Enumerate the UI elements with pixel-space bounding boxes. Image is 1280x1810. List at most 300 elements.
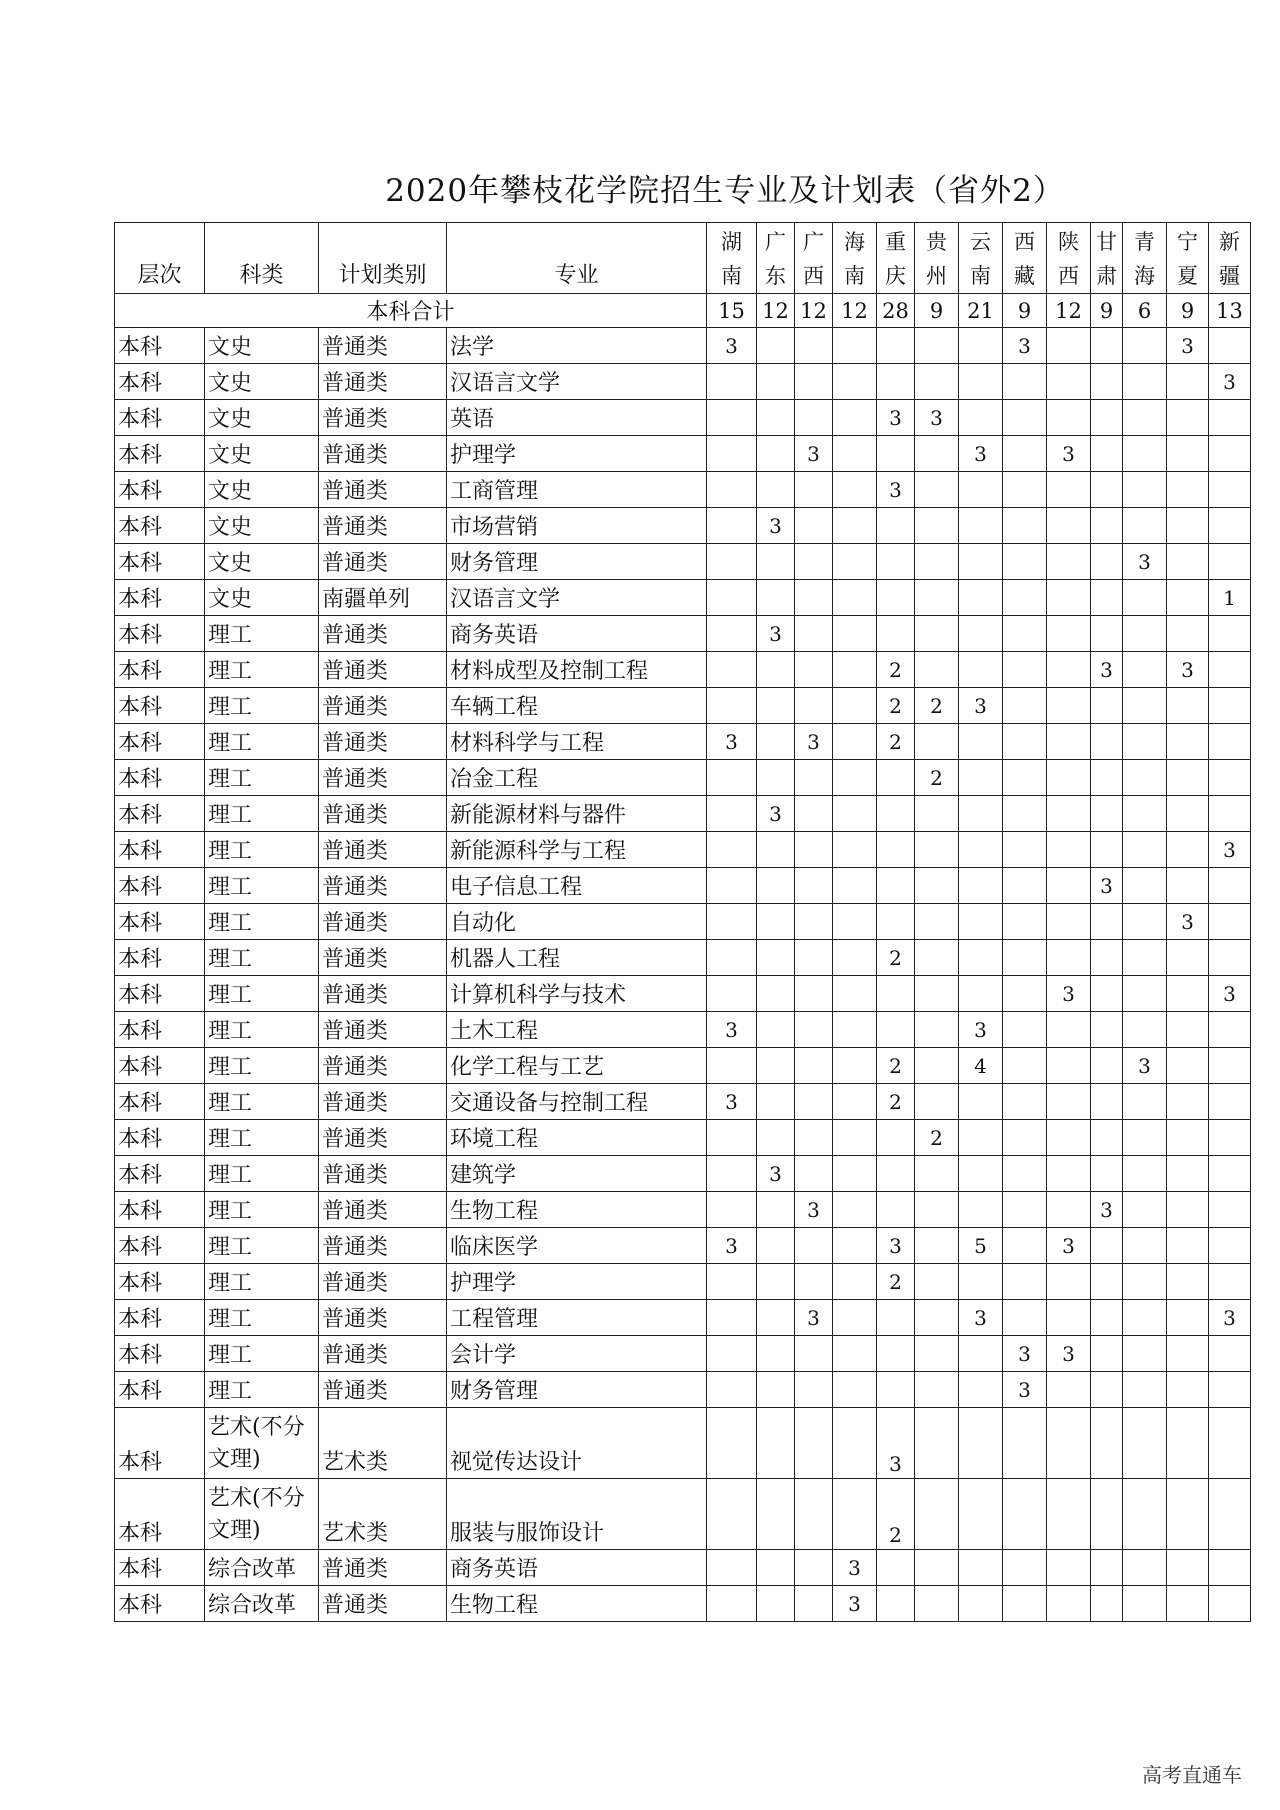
quota-cell <box>1003 1550 1047 1586</box>
major-cell: 生物工程 <box>447 1586 707 1622</box>
quota-cell <box>757 1372 795 1408</box>
quota-cell <box>707 652 757 688</box>
quota-cell <box>1091 904 1123 940</box>
quota-cell <box>795 832 833 868</box>
quota-cell <box>1123 1336 1167 1372</box>
plan-type-cell: 普通类 <box>319 1192 447 1228</box>
quota-cell <box>1209 760 1251 796</box>
quota-cell <box>757 1228 795 1264</box>
quota-cell <box>1209 1048 1251 1084</box>
quota-cell <box>1123 868 1167 904</box>
quota-cell <box>1123 760 1167 796</box>
header-province <box>757 223 795 294</box>
level-cell: 本科 <box>115 760 205 796</box>
quota-cell: 2 <box>877 1084 915 1120</box>
quota-cell <box>959 328 1003 364</box>
quota-cell <box>833 940 877 976</box>
table-row <box>115 1336 1251 1372</box>
quota-cell <box>795 400 833 436</box>
quota-cell: 2 <box>877 688 915 724</box>
quota-cell <box>757 400 795 436</box>
quota-cell: 3 <box>1047 976 1091 1012</box>
quota-cell <box>959 1192 1003 1228</box>
quota-cell: 1 <box>1209 580 1251 616</box>
total-cell: 9 <box>1003 294 1047 328</box>
quota-cell <box>959 580 1003 616</box>
quota-cell <box>1047 760 1091 796</box>
quota-cell <box>1167 1048 1209 1084</box>
plan-type-cell: 普通类 <box>319 544 447 580</box>
quota-cell <box>1091 1012 1123 1048</box>
quota-cell <box>795 1156 833 1192</box>
quota-cell <box>757 1264 795 1300</box>
quota-cell <box>1091 724 1123 760</box>
table-row <box>115 1048 1251 1084</box>
table-row <box>115 1120 1251 1156</box>
table-row <box>115 1084 1251 1120</box>
level-cell: 本科 <box>115 868 205 904</box>
quota-cell <box>1003 1084 1047 1120</box>
quota-cell <box>959 760 1003 796</box>
major-cell: 财务管理 <box>447 544 707 580</box>
header-province <box>877 223 915 294</box>
quota-cell <box>959 364 1003 400</box>
quota-cell <box>1047 1048 1091 1084</box>
quota-cell <box>1091 1479 1123 1550</box>
level-cell: 本科 <box>115 1048 205 1084</box>
quota-cell <box>1047 1192 1091 1228</box>
quota-cell <box>1209 1120 1251 1156</box>
quota-cell <box>1047 364 1091 400</box>
quota-cell <box>915 652 959 688</box>
major-cell: 新能源科学与工程 <box>447 832 707 868</box>
header-province <box>1123 223 1167 294</box>
quota-cell <box>959 1336 1003 1372</box>
quota-cell <box>1123 724 1167 760</box>
quota-cell <box>1091 472 1123 508</box>
quota-cell <box>1167 364 1209 400</box>
quota-cell: 3 <box>1091 868 1123 904</box>
quota-cell: 3 <box>959 1300 1003 1336</box>
quota-cell <box>1123 940 1167 976</box>
level-cell: 本科 <box>115 1300 205 1336</box>
major-cell: 护理学 <box>447 1264 707 1300</box>
plan-type-cell: 普通类 <box>319 1048 447 1084</box>
category-cell: 理工 <box>205 1228 319 1264</box>
category-cell: 综合改革 <box>205 1586 319 1622</box>
category-cell: 理工 <box>205 760 319 796</box>
quota-cell <box>1003 1156 1047 1192</box>
quota-cell: 3 <box>1123 544 1167 580</box>
quota-cell <box>833 1156 877 1192</box>
quota-cell: 3 <box>795 1300 833 1336</box>
quota-cell <box>915 832 959 868</box>
quota-cell <box>1123 1372 1167 1408</box>
category-cell: 文史 <box>205 328 319 364</box>
quota-cell <box>1091 1336 1123 1372</box>
level-cell: 本科 <box>115 328 205 364</box>
quota-cell <box>877 796 915 832</box>
quota-cell <box>707 364 757 400</box>
plan-type-cell: 普通类 <box>319 904 447 940</box>
quota-cell: 3 <box>1167 328 1209 364</box>
plan-type-cell: 普通类 <box>319 832 447 868</box>
quota-cell <box>1167 508 1209 544</box>
quota-cell <box>833 1479 877 1550</box>
quota-cell <box>877 1336 915 1372</box>
plan-type-cell: 艺术类 <box>319 1408 447 1479</box>
quota-cell <box>1209 940 1251 976</box>
quota-cell: 3 <box>757 796 795 832</box>
quota-cell <box>833 472 877 508</box>
quota-cell <box>959 904 1003 940</box>
quota-cell: 3 <box>1091 1192 1123 1228</box>
quota-cell <box>877 1192 915 1228</box>
plan-type-cell: 普通类 <box>319 364 447 400</box>
plan-type-cell: 普通类 <box>319 724 447 760</box>
quota-cell <box>795 868 833 904</box>
quota-cell <box>1003 436 1047 472</box>
major-cell: 护理学 <box>447 436 707 472</box>
quota-cell <box>959 544 1003 580</box>
quota-cell <box>707 400 757 436</box>
table-row <box>115 1228 1251 1264</box>
quota-cell <box>1047 1300 1091 1336</box>
quota-cell <box>1003 508 1047 544</box>
quota-cell <box>1091 1586 1123 1622</box>
quota-cell <box>1047 1084 1091 1120</box>
quota-cell <box>959 868 1003 904</box>
quota-cell <box>915 472 959 508</box>
quota-cell: 2 <box>915 688 959 724</box>
table-row <box>115 976 1251 1012</box>
major-cell: 材料成型及控制工程 <box>447 652 707 688</box>
quota-cell <box>833 1228 877 1264</box>
quota-cell <box>833 1372 877 1408</box>
quota-cell <box>915 1586 959 1622</box>
quota-cell <box>915 796 959 832</box>
quota-cell <box>1047 1550 1091 1586</box>
total-cell: 12 <box>795 294 833 328</box>
quota-cell <box>1091 1048 1123 1084</box>
quota-cell <box>1123 580 1167 616</box>
quota-cell <box>959 1156 1003 1192</box>
category-cell: 理工 <box>205 868 319 904</box>
quota-cell <box>707 868 757 904</box>
quota-cell <box>915 1550 959 1586</box>
quota-cell <box>1091 1084 1123 1120</box>
quota-cell <box>877 580 915 616</box>
province-char: 贵 <box>926 230 947 254</box>
quota-cell <box>795 1336 833 1372</box>
quota-cell <box>1209 1372 1251 1408</box>
quota-cell <box>959 832 1003 868</box>
quota-cell <box>795 976 833 1012</box>
quota-cell: 3 <box>1047 1336 1091 1372</box>
quota-cell: 3 <box>1091 652 1123 688</box>
header-province <box>833 223 877 294</box>
table-row <box>115 1408 1251 1479</box>
table-row <box>115 328 1251 364</box>
quota-cell <box>959 940 1003 976</box>
quota-cell <box>1167 1156 1209 1192</box>
quota-cell <box>1091 688 1123 724</box>
quota-cell <box>877 436 915 472</box>
quota-cell <box>1167 724 1209 760</box>
province-char: 湖 <box>721 230 742 254</box>
quota-cell <box>833 1084 877 1120</box>
quota-cell <box>1003 544 1047 580</box>
quota-cell <box>915 1372 959 1408</box>
quota-cell <box>795 1550 833 1586</box>
province-char: 南 <box>844 264 865 288</box>
header-province <box>1091 223 1123 294</box>
quota-cell: 3 <box>707 1228 757 1264</box>
level-cell: 本科 <box>115 1550 205 1586</box>
quota-cell <box>833 688 877 724</box>
plan-type-cell: 普通类 <box>319 328 447 364</box>
major-cell: 工程管理 <box>447 1300 707 1336</box>
plan-type-cell: 普通类 <box>319 1550 447 1586</box>
total-cell: 13 <box>1209 294 1251 328</box>
quota-cell <box>959 796 1003 832</box>
quota-cell <box>795 1408 833 1479</box>
quota-cell <box>1167 472 1209 508</box>
quota-cell <box>1209 1264 1251 1300</box>
quota-cell <box>1091 832 1123 868</box>
plan-type-cell: 普通类 <box>319 1120 447 1156</box>
quota-cell <box>757 580 795 616</box>
quota-cell <box>1123 652 1167 688</box>
quota-cell <box>915 544 959 580</box>
quota-cell <box>959 1372 1003 1408</box>
major-cell: 法学 <box>447 328 707 364</box>
quota-cell <box>1047 1264 1091 1300</box>
quota-cell <box>707 1300 757 1336</box>
category-cell: 理工 <box>205 1192 319 1228</box>
quota-cell <box>877 1586 915 1622</box>
quota-cell <box>1167 1120 1209 1156</box>
quota-cell <box>1167 1586 1209 1622</box>
quota-cell <box>1209 652 1251 688</box>
quota-cell <box>1123 1408 1167 1479</box>
quota-cell <box>707 616 757 652</box>
quota-cell: 3 <box>1003 328 1047 364</box>
major-cell: 车辆工程 <box>447 688 707 724</box>
quota-cell <box>707 580 757 616</box>
quota-cell <box>833 760 877 796</box>
quota-cell <box>1003 1048 1047 1084</box>
quota-cell <box>1091 544 1123 580</box>
enrollment-plan-table <box>114 222 1251 1622</box>
quota-cell <box>707 544 757 580</box>
total-cell: 12 <box>1047 294 1091 328</box>
quota-cell <box>877 904 915 940</box>
plan-type-cell: 普通类 <box>319 940 447 976</box>
quota-cell <box>1209 472 1251 508</box>
quota-cell: 3 <box>1209 364 1251 400</box>
quota-cell <box>1003 472 1047 508</box>
quota-cell <box>1167 940 1209 976</box>
quota-cell <box>1209 796 1251 832</box>
quota-cell <box>1047 1120 1091 1156</box>
quota-cell <box>795 652 833 688</box>
plan-type-cell: 普通类 <box>319 760 447 796</box>
total-cell: 21 <box>959 294 1003 328</box>
quota-cell <box>877 364 915 400</box>
quota-cell <box>959 1120 1003 1156</box>
quota-cell <box>1003 580 1047 616</box>
quota-cell <box>1167 1228 1209 1264</box>
plan-type-cell: 普通类 <box>319 652 447 688</box>
quota-cell <box>1091 616 1123 652</box>
quota-cell <box>757 436 795 472</box>
quota-cell <box>1167 1408 1209 1479</box>
quota-cell <box>795 472 833 508</box>
level-cell: 本科 <box>115 580 205 616</box>
level-cell: 本科 <box>115 1120 205 1156</box>
table-row <box>115 1479 1251 1550</box>
table-row <box>115 868 1251 904</box>
level-cell: 本科 <box>115 1192 205 1228</box>
quota-cell: 3 <box>833 1550 877 1586</box>
quota-cell: 3 <box>959 436 1003 472</box>
quota-cell <box>757 1479 795 1550</box>
quota-cell <box>877 1300 915 1336</box>
quota-cell <box>833 1336 877 1372</box>
table-row <box>115 940 1251 976</box>
quota-cell <box>1167 868 1209 904</box>
plan-type-cell: 普通类 <box>319 1084 447 1120</box>
quota-cell <box>833 1048 877 1084</box>
quota-cell <box>1167 1012 1209 1048</box>
major-cell: 材料科学与工程 <box>447 724 707 760</box>
page-title: 2020年攀枝花学院招生专业及计划表（省外2） <box>385 173 1065 209</box>
watermark-text: 高考直通车 <box>1142 1763 1242 1787</box>
major-cell: 汉语言文学 <box>447 580 707 616</box>
quota-cell <box>915 1408 959 1479</box>
quota-cell <box>757 940 795 976</box>
province-char: 南 <box>970 264 991 288</box>
quota-cell <box>1047 940 1091 976</box>
plan-type-cell: 普通类 <box>319 508 447 544</box>
category-cell: 理工 <box>205 904 319 940</box>
quota-cell <box>877 1372 915 1408</box>
province-char: 夏 <box>1177 264 1198 288</box>
quota-cell: 3 <box>795 436 833 472</box>
quota-cell <box>757 364 795 400</box>
quota-cell: 2 <box>877 1048 915 1084</box>
quota-cell <box>1047 472 1091 508</box>
quota-cell <box>707 940 757 976</box>
header-province <box>707 223 757 294</box>
category-cell: 文史 <box>205 544 319 580</box>
table-row <box>115 760 1251 796</box>
quota-cell <box>1003 1192 1047 1228</box>
quota-cell <box>959 976 1003 1012</box>
quota-cell <box>707 904 757 940</box>
quota-cell <box>707 976 757 1012</box>
quota-cell <box>1123 1228 1167 1264</box>
quota-cell <box>757 1586 795 1622</box>
table-row <box>115 400 1251 436</box>
quota-cell <box>707 1372 757 1408</box>
quota-cell <box>795 796 833 832</box>
table-row <box>115 1192 1251 1228</box>
quota-cell: 3 <box>1209 1300 1251 1336</box>
quota-cell: 3 <box>795 724 833 760</box>
quota-cell <box>833 976 877 1012</box>
category-cell: 理工 <box>205 1156 319 1192</box>
quota-cell <box>1123 364 1167 400</box>
quota-cell <box>1209 1228 1251 1264</box>
quota-cell <box>795 1228 833 1264</box>
quota-cell <box>1003 832 1047 868</box>
quota-cell <box>915 940 959 976</box>
quota-cell <box>1047 1586 1091 1622</box>
quota-cell <box>959 616 1003 652</box>
category-cell: 艺术(不分文理) <box>205 1408 319 1479</box>
quota-cell <box>1047 1372 1091 1408</box>
quota-cell <box>1123 616 1167 652</box>
province-char: 西 <box>1014 230 1035 254</box>
quota-cell <box>757 1084 795 1120</box>
quota-cell: 3 <box>959 688 1003 724</box>
quota-cell <box>1091 328 1123 364</box>
category-cell: 理工 <box>205 1264 319 1300</box>
quota-cell <box>1047 1012 1091 1048</box>
level-cell: 本科 <box>115 508 205 544</box>
table-row <box>115 1156 1251 1192</box>
quota-cell <box>1003 1586 1047 1622</box>
quota-cell <box>959 652 1003 688</box>
category-cell: 理工 <box>205 832 319 868</box>
quota-cell <box>833 364 877 400</box>
level-cell: 本科 <box>115 1228 205 1264</box>
quota-cell <box>1091 1156 1123 1192</box>
quota-cell <box>1209 1012 1251 1048</box>
table-row <box>115 364 1251 400</box>
total-cell: 6 <box>1123 294 1167 328</box>
quota-cell <box>833 580 877 616</box>
level-cell: 本科 <box>115 472 205 508</box>
quota-cell: 3 <box>1047 1228 1091 1264</box>
quota-cell <box>1209 1336 1251 1372</box>
quota-cell <box>877 328 915 364</box>
table-row <box>115 1372 1251 1408</box>
major-cell: 服装与服饰设计 <box>447 1479 707 1550</box>
province-char: 宁 <box>1177 230 1198 254</box>
quota-cell <box>959 1084 1003 1120</box>
quota-cell: 3 <box>959 1012 1003 1048</box>
category-cell: 文史 <box>205 364 319 400</box>
quota-cell <box>795 940 833 976</box>
quota-cell <box>1047 1479 1091 1550</box>
province-char: 陕 <box>1058 230 1079 254</box>
table-row <box>115 688 1251 724</box>
quota-cell <box>1047 868 1091 904</box>
quota-cell <box>1003 688 1047 724</box>
quota-cell <box>1003 868 1047 904</box>
quota-cell <box>833 544 877 580</box>
quota-cell <box>915 976 959 1012</box>
quota-cell: 2 <box>877 652 915 688</box>
quota-cell <box>959 508 1003 544</box>
category-cell: 理工 <box>205 1084 319 1120</box>
quota-cell <box>1091 940 1123 976</box>
major-cell: 环境工程 <box>447 1120 707 1156</box>
quota-cell <box>1209 1408 1251 1479</box>
